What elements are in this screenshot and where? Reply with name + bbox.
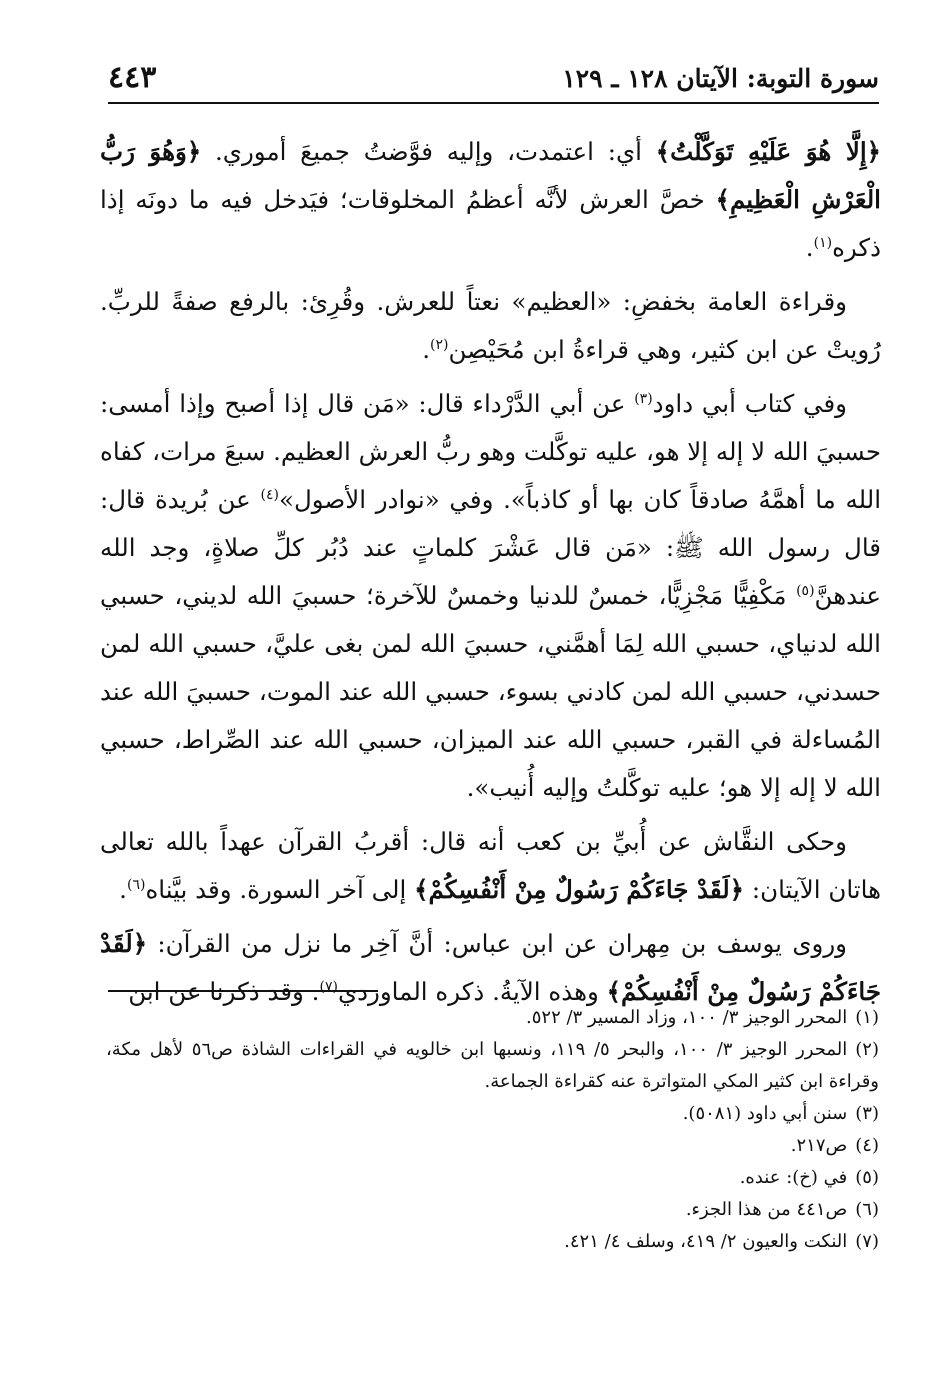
footnote-text: المحرر الوجيز ٣/ ١٠٠، وزاد المسير ٣/ ٥٢٢. [526,1007,848,1028]
quran-quote: ﴿لَقَدْ جَاءَكُمْ رَسُولٌ مِنْ أَنْفُسِكُمْ﴾ [100,929,881,1006]
footnote-7 [106,1226,879,1258]
paragraph-1 [100,128,881,272]
footnote-number: (٦) [855,1199,879,1220]
footnote-ref: (٦) [126,876,146,893]
paragraph-2 [100,278,881,374]
footnote-rule [108,990,378,992]
text-span: إلى آخر السورة. وقد بيَّناه [145,875,415,904]
footnote-ref: (٤) [260,486,279,503]
text-span: وروى يوسف بن مِهران عن ابن عباس: أنَّ آخِر ما نزل من القرآن: [147,929,847,958]
text-span: . وقد ذكرنا عن ابن [128,977,320,1006]
footnote-number: (٢) [855,1039,879,1060]
footnote-ref: (٣) [634,390,653,407]
header-rule [108,102,879,104]
text-span: . [805,233,814,262]
paragraph-3 [100,380,881,812]
text-span: عن بُريدة قال: قال رسول الله ﷺ: «مَن قال عَشْرَ كلماتٍ عند دُبُر كلِّ صلاةٍ، وجد الله عندهنَّ [100,485,881,610]
footnote-number: (٥) [855,1167,879,1188]
footnotes [106,1002,879,1258]
footnote-ref: (١) [813,234,833,251]
page-number: ٤٤٣ [108,60,157,95]
footnote-text: سنن أبي داود (٥٠٨١). [682,1103,848,1124]
footnote-text: ص٢١٧. [790,1135,848,1156]
text-span: خصَّ العرش لأنَّه أعظمُ المخلوقات؛ فيَدخل فيه ما دونَه إذا ذكره [100,185,881,262]
text-span: مَكْفِيًّا مَجْزِيًّا، خمسٌ للدنيا وخمسٌ للآخرة؛ حسبيَ الله لديني، حسبي الله لدنياي، حسبي الله لِمَا أهمَّني، حسبيَ الله لمن بغى عليَّ، حسبي الله لمن حسدني، حسبي الله لمن كادني بسوء، حسبي الله عند الموت، حسبيَ الله عند المُساءلة في القبر، حسبي الله عند الميزان، حسبي الله عند الصِّراط، حسبي الله لا إله إلا هو؛ عليه توكَّلتُ وإليه أُنيب». [100,581,881,802]
paragraph-4 [100,818,881,914]
footnote-text: المحرر الوجيز ٣/ ١٠٠، والبحر ٥/ ١١٩، ونسبها ابن خالويه في القراءات الشاذة ص٥٦ لأهل مكة، وقراءة ابن كثير المكي المتواترة عنه كقراءة الجماعة. [106,1039,879,1092]
text-span: عن أبي الدَّرْداء قال: «مَن قال إذا أصبح وإذا أمسى: حسبيَ الله لا إله إلا هو، عليه توكَّلت وهو ربُّ العرش العظيم. سبعَ مرات، كفاه الله ما أهمَّهُ صادقاً كان بها أو كاذباً». وفي «نوادر الأصول» [100,389,882,514]
footnote-3 [106,1098,879,1130]
quran-quote: ﴿لَقَدْ جَاءَكُمْ رَسُولٌ مِنْ أَنْفُسِكُمْ﴾ [414,875,745,904]
text-span: . [422,335,430,364]
footnote-text: في (خ): عنده. [739,1167,848,1188]
footnote-text: ص٤٤١ من هذا الجزء. [685,1199,848,1220]
footnote-5 [106,1162,879,1194]
main-text [100,128,881,1022]
footnote-6 [106,1194,879,1226]
footnote-number: (٣) [855,1103,879,1124]
footnote-1 [106,1002,879,1034]
footnote-number: (١) [855,1007,879,1028]
footnote-number: (٧) [855,1231,879,1252]
footnote-ref: (٥) [796,582,815,599]
running-title: سورة التوبة: الآيتان ١٢٨ ـ ١٢٩ [562,64,879,93]
footnote-text: النكت والعيون ٢/ ٤١٩، وسلف ٤/ ٤٢١. [564,1231,848,1252]
footnote-4 [106,1130,879,1162]
quran-quote: ﴿وَهُوَ رَبُّ الْعَرْشِ الْعَظِيمِ﴾ [100,137,881,214]
text-span: وهذه الآيةُ. ذكره الماوردي [337,977,607,1006]
text-span: وحكى النقَّاش عن أُبيِّ بن كعب أنه قال: أقربُ القرآن عهداً بالله تعالى هاتان الآيتان: [100,827,881,904]
text-span: وفي كتاب أبي داود [652,389,847,418]
text-span: . [119,875,127,904]
footnote-ref: (٧) [319,978,338,995]
footnote-ref: (٢) [429,336,449,353]
footnote-number: (٤) [855,1135,879,1156]
footnote-2 [106,1034,879,1098]
quran-quote: ﴿إِلَّا هُوَ عَلَيْهِ تَوَكَّلْتُ﴾ [655,137,881,166]
text-span: أي: اعتمدت، وإليه فوَّضتُ جميعَ أموري. [201,137,656,166]
text-span: وقراءة العامة بخفضِ: «العظيم» نعتاً للعرش. وقُرِئ: بالرفع صفةً للربِّ. رُويتْ عن ابن كثير، وهي قراءةُ ابن مُحَيْصِن [100,287,881,364]
page-header [108,58,879,102]
